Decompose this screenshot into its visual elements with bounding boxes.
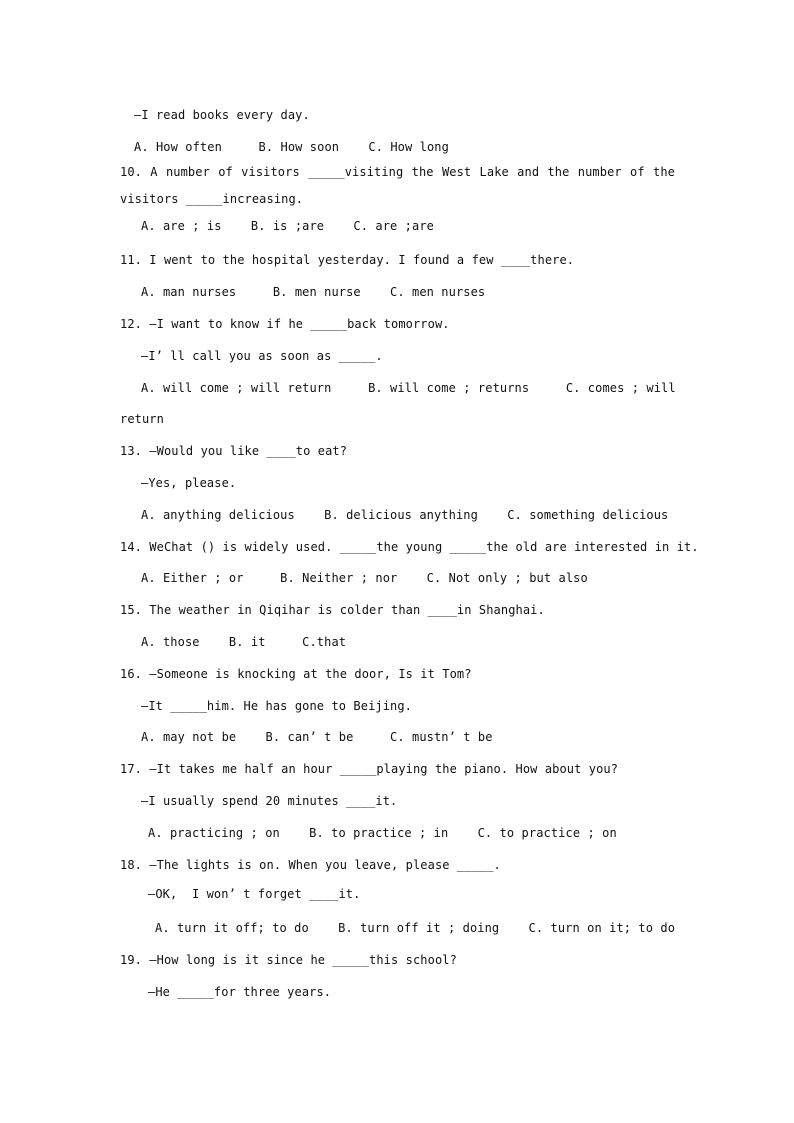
text-line: —I’ ll call you as soon as _____.	[141, 349, 383, 363]
answer-options: A. those B. it C.that	[141, 635, 347, 649]
answer-options: A. man nurses B. men nurse C. men nurses	[141, 285, 486, 299]
question-17: 17. —It takes me half an hour _____playing the piano. How about you?	[120, 762, 619, 776]
text-line: —He _____for three years.	[148, 985, 332, 999]
text-line: —It _____him. He has gone to Beijing.	[141, 699, 413, 713]
answer-options: A. turn it off; to do B. turn off it ; doing C. turn on it; to do	[155, 921, 676, 935]
question-13: 13. —Would you like ____to eat?	[120, 444, 348, 458]
question-10: 10. A number of visitors _____visiting the West Lake and the number of the	[120, 165, 675, 179]
question-16: 16. —Someone is knocking at the door, Is it Tom?	[120, 667, 472, 681]
answer-options: A. practicing ; on B. to practice ; in C. to practice ; on	[148, 826, 617, 840]
answer-options: A. How often B. How soon C. How long	[134, 140, 449, 154]
text-line: return	[120, 412, 164, 426]
question-11: 11. I went to the hospital yesterday. I found a few ____there.	[120, 253, 575, 267]
text-line: visitors _____increasing.	[120, 192, 304, 206]
answer-options: A. are ; is B. is ;are C. are ;are	[141, 219, 434, 233]
answer-options: A. will come ; will return B. will come ; returns C. comes ; will	[141, 381, 676, 395]
text-line: —OK, I won’ t forget ____it.	[148, 887, 361, 901]
answer-options: A. anything delicious B. delicious anything C. something delicious	[141, 508, 669, 522]
question-12: 12. —I want to know if he _____back tomorrow.	[120, 317, 450, 331]
question-14: 14. WeChat () is widely used. _____the young _____the old are interested in it.	[120, 540, 699, 554]
question-15: 15. The weather in Qiqihar is colder than ____in Shanghai.	[120, 603, 545, 617]
text-line: —I usually spend 20 minutes ____it.	[141, 794, 398, 808]
text-line: —I read books every day.	[134, 108, 310, 122]
answer-options: A. may not be B. can’ t be C. mustn’ t be	[141, 730, 493, 744]
question-18: 18. —The lights is on. When you leave, please _____.	[120, 858, 501, 872]
answer-options: A. Either ; or B. Neither ; nor C. Not only ; but also	[141, 571, 588, 585]
question-19: 19. —How long is it since he _____this school?	[120, 953, 457, 967]
text-line: —Yes, please.	[141, 476, 237, 490]
